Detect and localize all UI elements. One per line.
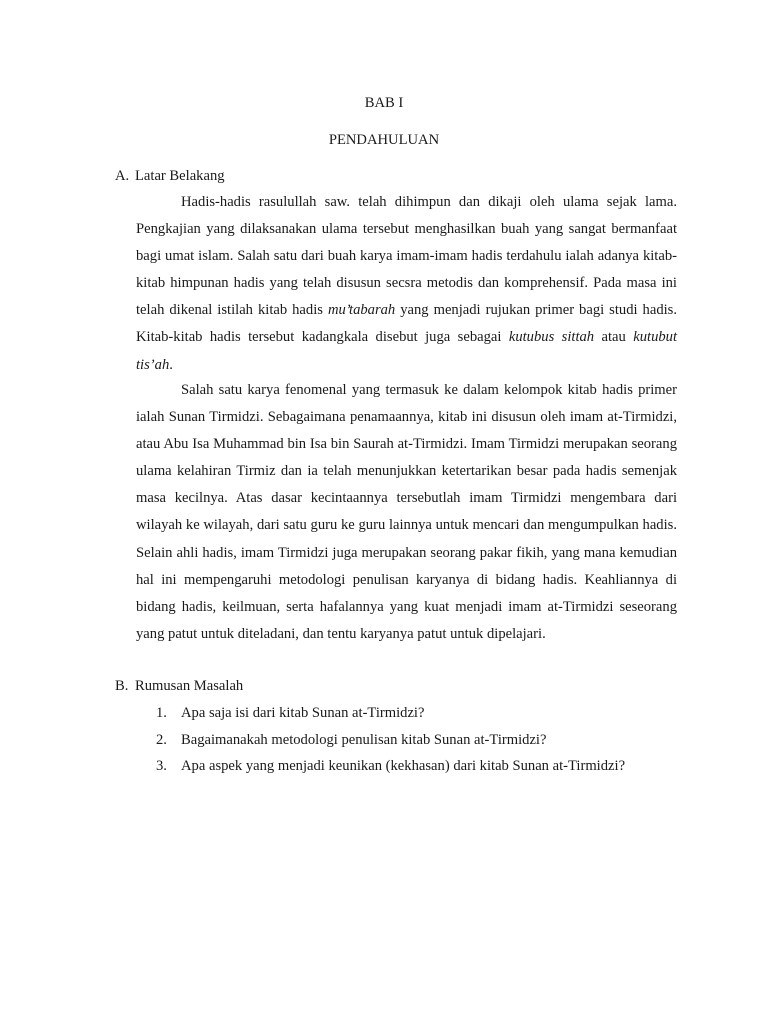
paragraph-1 — [136, 189, 677, 379]
term-kutubut-tisah: kutubut tis’ah — [136, 329, 678, 373]
term-kutubus-sittah: kutubus sittah — [508, 329, 595, 346]
paragraph-1-text-4: . — [169, 356, 173, 373]
list-item — [156, 753, 625, 780]
list-number: 3. — [156, 758, 167, 774]
section-title: Rumusan Masalah — [135, 678, 244, 694]
paragraph-2: Salah satu karya fenomenal yang termasuk ke dalam kelompok kitab hadis primer ialah Sunan Tirmidzi. Sebagaimana penamaannya, kitab ini disusun oleh imam at-Tirmidzi, atau Abu Isa Muhammad bin Isa bin Saurah at-Tirmidzi. Imam Tirmidzi merupakan seorang ulama kelahiran Tirmiz dan ia telah menunjukkan ketertarikan besar pada hadis semenjak masa kecilnya. Atas dasar kecintaannya tersebutlah imam Tirmidzi mengembara dari wilayah ke wilayah, dari satu guru ke guru lainnya untuk mencari dan mengumpulkan hadis. Selain ahli hadis, imam Tirmidzi juga merupakan seorang pakar fikih, yang mana kemudian hal ini mempengaruhi metodologi penulisan karyanya di bidang hadis. Keahliannya di bidang hadis, keilmuan, serta hafalannya yang kuat menjadi imam at-Tirmidzi seseorang yang patut untuk diteladani, dan tentu karyanya patut untuk dipelajari. — [136, 382, 677, 642]
list-text: Apa saja isi dari kitab Sunan at-Tirmidzi? — [181, 705, 425, 721]
section-title: Latar Belakang — [135, 168, 225, 184]
list-text: Apa aspek yang menjadi keunikan (kekhasan) dari kitab Sunan at-Tirmidzi? — [181, 758, 626, 774]
paragraph-1-text-2: yang menjadi rujukan primer bagi studi hadis. Kitab-kitab hadis tersebut kadangkala disebut juga sebagai — [136, 302, 677, 346]
chapter-number: BAB I — [364, 95, 404, 111]
list-item — [156, 700, 625, 727]
section-heading-rumusan-masalah — [115, 677, 243, 695]
list-item — [156, 727, 625, 754]
list-number: 2. — [156, 731, 167, 748]
problem-list — [156, 700, 625, 780]
paragraph-1-text-3: atau — [594, 329, 634, 346]
paragraph-1-text-1: Hadis-hadis rasulullah saw. telah dihimpun dan dikaji oleh ulama sejak lama. Pengkajian yang dilaksanakan ulama tersebut menghasilkan buah yang sangat bermanfaat bagi umat islam. Salah satu dari buah karya imam-imam hadis terdahulu ialah adanya kitab-kitab himpunan hadis yang telah disusun secsra metodis dan komprehensif. Pada masa ini telah dikenal istilah kitab hadis — [136, 194, 677, 319]
list-number: 1. — [156, 705, 167, 721]
section-letter: B. — [115, 678, 129, 694]
list-text: Bagaimanakah metodologi penulisan kitab Sunan at-Tirmidzi? — [181, 731, 547, 748]
section-letter: A. — [115, 168, 130, 184]
chapter-title: PENDAHULUAN — [328, 132, 440, 148]
term-mutabarah: mu’tabarah — [327, 302, 396, 319]
section-heading-latar-belakang — [115, 167, 225, 185]
